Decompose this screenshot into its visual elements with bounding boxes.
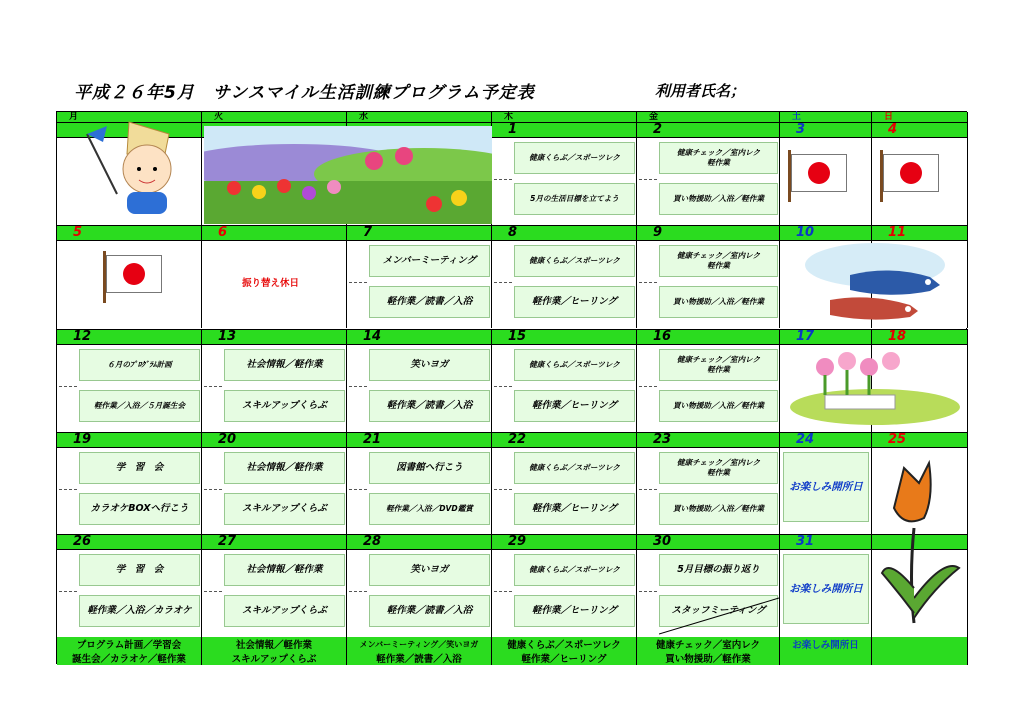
- slot-divider: [639, 386, 657, 387]
- date-number: 24: [780, 432, 872, 448]
- activity-box: 買い物援助／入浴／軽作業: [659, 390, 778, 422]
- date-number: 15: [492, 329, 637, 345]
- slot-divider: [349, 386, 367, 387]
- slot-divider: [639, 591, 657, 592]
- date-number: 26: [57, 534, 202, 550]
- legend-item: お楽しみ開所日: [780, 637, 872, 651]
- koinobori-carp-illustration: [790, 235, 960, 327]
- activity-box: カラオケBOXへ行こう: [79, 493, 200, 525]
- date-number: 25: [872, 432, 968, 448]
- flower-fence-illustration: [785, 345, 965, 429]
- date-number: 5: [57, 225, 202, 241]
- user-name-label: 利用者氏名；: [655, 82, 746, 100]
- slot-divider: [494, 282, 512, 283]
- japan-flag-icon: [791, 154, 847, 192]
- slot-divider: [639, 489, 657, 490]
- date-number: 17: [780, 329, 872, 345]
- legend-item: 健康チェック／室内レク: [637, 637, 780, 651]
- date-number: 3: [780, 122, 872, 138]
- tulip-drawing-illustration: [874, 448, 966, 638]
- legend-item: 軽作業／読書／入浴: [347, 651, 492, 665]
- activity-box: 健康くらぶ／スポーツレク: [514, 452, 635, 484]
- legend-empty: [780, 651, 872, 665]
- slot-divider: [204, 591, 222, 592]
- activity-box: 健康くらぶ／スポーツレク: [514, 554, 635, 586]
- weekday-header-tue: 火: [202, 112, 347, 123]
- weekday-header-sun: 日: [872, 112, 968, 123]
- activity-box: スキルアップくらぶ: [224, 595, 345, 627]
- weekday-header-fri: 金: [637, 112, 780, 123]
- activity-box: 笑いヨガ: [369, 349, 490, 381]
- child-illustration-icon: [77, 114, 195, 222]
- slot-divider: [204, 489, 222, 490]
- activity-box: 軽作業／ヒーリング: [514, 390, 635, 422]
- slot-divider: [59, 386, 77, 387]
- activity-box: スタッフミーティング: [659, 595, 778, 627]
- special-day-box: お楽しみ開所日: [783, 554, 869, 624]
- activity-box: 軽作業／入浴／５月誕生会: [79, 390, 200, 422]
- date-number: 29: [492, 534, 637, 550]
- tulip-field-illustration: [204, 126, 492, 224]
- date-number: 27: [202, 534, 347, 550]
- slot-divider: [494, 179, 512, 180]
- activity-box: 5月目標の振り返り: [659, 554, 778, 586]
- date-number: 11: [872, 225, 968, 241]
- legend-item: 誕生会／カラオケ／軽作業: [57, 651, 202, 665]
- activity-box: スキルアップくらぶ: [224, 493, 345, 525]
- date-number: 21: [347, 432, 492, 448]
- calendar-grid: [56, 111, 967, 664]
- date-number: 18: [872, 329, 968, 345]
- legend-item: 買い物援助／軽作業: [637, 651, 780, 665]
- date-number: 9: [637, 225, 780, 241]
- activity-box: 健康チェック／室内レク 軽作業: [659, 142, 778, 174]
- date-number: 4: [872, 122, 968, 138]
- date-number: 6: [202, 225, 347, 241]
- activity-box: 図書館へ行こう: [369, 452, 490, 484]
- activity-box: 軽作業／読書／入浴: [369, 390, 490, 422]
- page-title: 平成２６年5月 サンスマイル生活訓練プログラム予定表: [74, 83, 535, 103]
- date-number: 30: [637, 534, 780, 550]
- activity-box: 健康チェック／室内レク 軽作業: [659, 245, 778, 277]
- activity-box: ６月のﾌﾟﾛｸﾞﾗﾑ計画: [79, 349, 200, 381]
- legend-item: 健康くらぶ／スポーツレク: [492, 637, 637, 651]
- diagonal-line: [659, 596, 779, 636]
- legend-item: メンバーミーティング／笑いヨガ: [347, 637, 492, 651]
- special-day-box: お楽しみ開所日: [783, 452, 869, 522]
- activity-box: 軽作業／ヒーリング: [514, 493, 635, 525]
- activity-box: 健康くらぶ／スポーツレク: [514, 245, 635, 277]
- activity-box: 軽作業／読書／入浴: [369, 286, 490, 318]
- date-number: 20: [202, 432, 347, 448]
- date-number: 2: [637, 122, 780, 138]
- slot-divider: [494, 386, 512, 387]
- date-number: 10: [780, 225, 872, 241]
- activity-box: 学 習 会: [79, 554, 200, 586]
- date-number: 7: [347, 225, 492, 241]
- activity-box: 買い物援助／入浴／軽作業: [659, 493, 778, 525]
- slot-divider: [494, 591, 512, 592]
- date-number: 28: [347, 534, 492, 550]
- activity-box: メンバーミーティング: [369, 245, 490, 277]
- activity-box: 社会情報／軽作業: [224, 349, 345, 381]
- legend-item: 軽作業／ヒーリング: [492, 651, 637, 665]
- date-number: 8: [492, 225, 637, 241]
- japan-flag-icon: [883, 154, 939, 192]
- activity-box: 社会情報／軽作業: [224, 452, 345, 484]
- activity-box: 5月の生活目標を立てよう: [514, 183, 635, 215]
- date-number: 12: [57, 329, 202, 345]
- legend-empty: [872, 637, 968, 651]
- date-number: 13: [202, 329, 347, 345]
- weekday-header-thu: 木: [492, 112, 637, 123]
- activity-box: 社会情報／軽作業: [224, 554, 345, 586]
- slot-divider: [204, 386, 222, 387]
- slot-divider: [639, 282, 657, 283]
- activity-box: 買い物援助／入浴／軽作業: [659, 183, 778, 215]
- activity-box: 軽作業／ヒーリング: [514, 286, 635, 318]
- activity-box: 健康くらぶ／スポーツレク: [514, 349, 635, 381]
- date-number: 31: [780, 534, 872, 550]
- date-number: 1: [492, 122, 637, 138]
- slot-divider: [59, 591, 77, 592]
- date-number: 16: [637, 329, 780, 345]
- slot-divider: [349, 282, 367, 283]
- activity-box: 笑いヨガ: [369, 554, 490, 586]
- holiday-substitute: 振り替え休日: [242, 278, 300, 289]
- activity-box: 買い物援助／入浴／軽作業: [659, 286, 778, 318]
- activity-box: 軽作業／ヒーリング: [514, 595, 635, 627]
- activity-box: 軽作業／入浴／DVD鑑賞: [369, 493, 490, 525]
- slot-divider: [349, 591, 367, 592]
- legend-item: プログラム計画／学習会: [57, 637, 202, 651]
- activity-box: 学 習 会: [79, 452, 200, 484]
- activity-box: 軽作業／読書／入浴: [369, 595, 490, 627]
- activity-box: 健康くらぶ／スポーツレク: [514, 142, 635, 174]
- date-number: 19: [57, 432, 202, 448]
- date-number: 14: [347, 329, 492, 345]
- activity-box: スキルアップくらぶ: [224, 390, 345, 422]
- activity-box: 健康チェック／室内レク 軽作業: [659, 452, 778, 484]
- activity-box: 健康チェック／室内レク 軽作業: [659, 349, 778, 381]
- legend-item: 社会情報／軽作業: [202, 637, 347, 651]
- slot-divider: [349, 489, 367, 490]
- slot-divider: [639, 179, 657, 180]
- date-number: 22: [492, 432, 637, 448]
- weekday-header-sat: 土: [780, 112, 872, 123]
- legend-item: スキルアップくらぶ: [202, 651, 347, 665]
- weekday-header-mon: 月: [57, 112, 202, 123]
- weekday-header-wed: 水: [347, 112, 492, 123]
- slot-divider: [59, 489, 77, 490]
- japan-flag-icon: [106, 255, 162, 293]
- slot-divider: [494, 489, 512, 490]
- activity-box: 軽作業／入浴／カラオケ: [79, 595, 200, 627]
- legend-empty: [872, 651, 968, 665]
- date-number: 23: [637, 432, 780, 448]
